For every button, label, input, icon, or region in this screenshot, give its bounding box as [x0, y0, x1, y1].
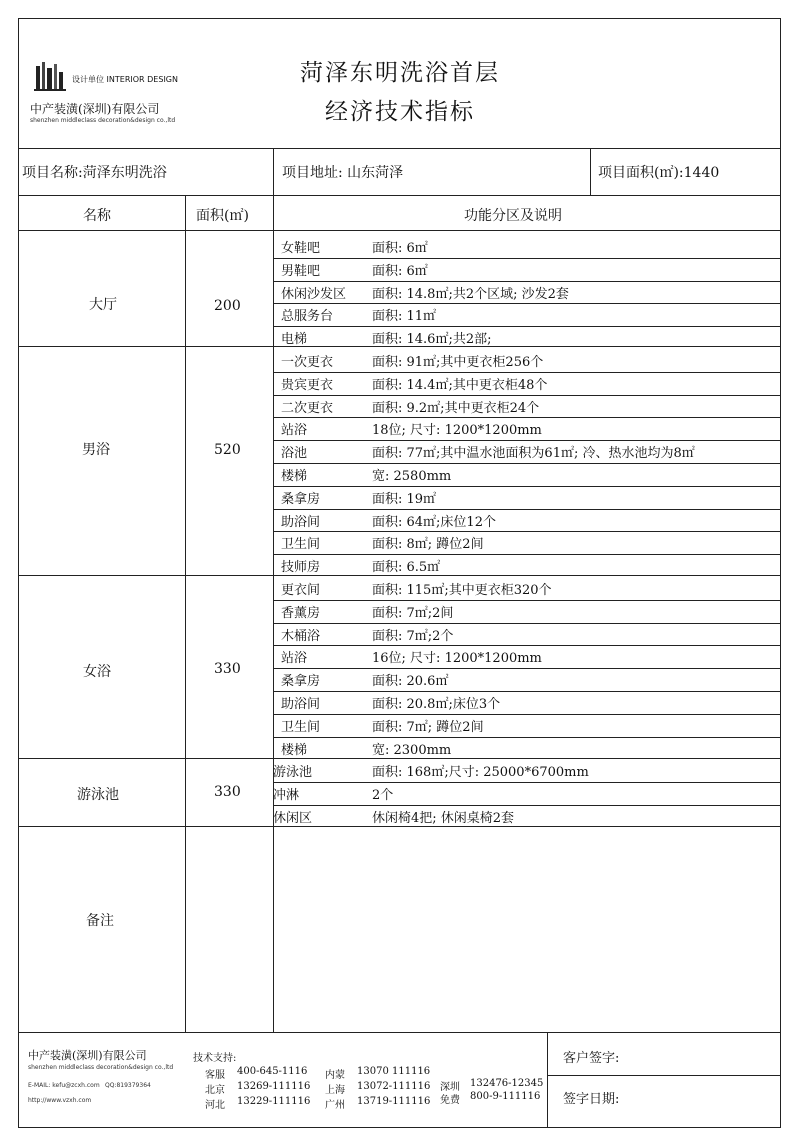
contact-value: 13719-111116 [357, 1096, 431, 1107]
row-label: 桑拿房 [281, 491, 321, 507]
info-divider-2 [590, 148, 591, 195]
row-divider [273, 303, 781, 304]
row-description: 面积: 8㎡; 蹲位2间 [372, 537, 484, 553]
group-area-women: 330 [214, 661, 241, 677]
group-line-4 [18, 826, 781, 827]
row-label: 楼梯 [281, 469, 308, 484]
row-divider [273, 554, 781, 555]
row-divider [273, 509, 781, 510]
row-label: 休闲区 [273, 811, 313, 826]
row-description: 面积: 14.6㎡;共2部; [372, 332, 492, 348]
row-divider [273, 463, 781, 464]
row-label: 更衣间 [281, 583, 321, 598]
row-description: 宽: 2580mm [372, 469, 452, 484]
row-label: 站浴 [281, 651, 308, 667]
row-description: 面积: 20.8㎡;床位3个 [372, 697, 501, 712]
row-description: 面积: 20.6㎡ [372, 674, 449, 690]
footer-company-en: shenzhen middleclass decoration&design co.,ltd [28, 1064, 174, 1071]
row-divider [273, 645, 781, 646]
row-divider [273, 668, 781, 669]
row-description: 面积: 14.4㎡;其中更衣柜48个 [372, 377, 548, 393]
header-desc: 功能分区及说明 [464, 208, 562, 224]
contact-value: 132476-12345 [470, 1078, 544, 1089]
contact-value: 13070 111116 [357, 1066, 431, 1077]
contact-label: 深圳 [440, 1082, 460, 1093]
row-divider [273, 486, 781, 487]
footer-sign-line [547, 1075, 781, 1076]
row-description: 面积: 77㎡;其中温水池面积为61㎡; 冷、热水池均为8㎡ [372, 446, 695, 462]
row-description: 面积: 7㎡;2间 [372, 605, 454, 621]
row-description: 面积: 115㎡;其中更衣柜320个 [372, 583, 552, 598]
row-divider [273, 531, 781, 532]
contact-label: 河北 [205, 1100, 225, 1111]
project-name: 项目名称:菏泽东明洗浴 [22, 165, 167, 181]
row-label: 香薰房 [281, 605, 321, 621]
row-description: 面积: 7㎡;2个 [372, 628, 454, 644]
info-top-line [18, 148, 781, 149]
row-label: 卫生间 [281, 719, 321, 735]
logo-company-cn: 中产装潢(深圳)有限公司 [30, 102, 160, 116]
row-description: 休闲椅4把; 休闲桌椅2套 [372, 811, 515, 826]
row-label: 一次更衣 [281, 355, 334, 370]
row-label: 卫生间 [281, 537, 321, 553]
project-address: 项目地址: 山东菏泽 [282, 165, 404, 181]
row-divider [273, 623, 781, 624]
info-bottom-line [18, 195, 781, 196]
row-description: 面积: 6㎡ [372, 241, 428, 256]
signature-date-label: 签字日期: [563, 1092, 620, 1107]
footer-email: E-MAIL: kefu@zcxh.com [28, 1082, 100, 1089]
row-description: 面积: 91㎡;其中更衣柜256个 [372, 355, 544, 370]
row-description: 面积: 7㎡; 蹲位2间 [372, 719, 484, 735]
row-label: 电梯 [281, 332, 308, 348]
row-label: 助浴间 [281, 697, 321, 712]
contact-value: 400-645-1116 [237, 1066, 308, 1077]
remarks-label: 备注 [86, 913, 114, 929]
contact-value: 13229-111116 [237, 1096, 311, 1107]
contact-label: 内蒙 [325, 1070, 345, 1081]
row-description: 面积: 11㎡ [372, 309, 437, 325]
row-label: 总服务台 [281, 309, 334, 325]
col-divider-area [273, 195, 274, 1032]
group-line-3 [18, 758, 781, 759]
footer-web: http://www.vzxh.com [28, 1097, 92, 1104]
row-divider [273, 600, 781, 601]
row-label: 助浴间 [281, 514, 321, 530]
row-description: 18位; 尺寸: 1200*1200mm [372, 423, 542, 439]
group-area-lobby: 200 [214, 298, 241, 314]
footer-company-cn: 中产装潢(深圳)有限公司 [28, 1049, 147, 1062]
contact-label: 客服 [205, 1070, 225, 1081]
row-label: 桑拿房 [281, 674, 321, 690]
row-label: 二次更衣 [281, 400, 334, 416]
footer-support-label: 技术支持: [193, 1053, 237, 1064]
row-divider [273, 440, 781, 441]
info-divider-1 [273, 148, 274, 195]
group-name-men: 男浴 [82, 442, 110, 458]
row-divider [273, 737, 781, 738]
row-divider [273, 805, 781, 806]
row-description: 面积: 19㎡ [372, 491, 437, 507]
contact-value: 13072-111116 [357, 1081, 431, 1092]
group-name-lobby: 大厅 [89, 297, 117, 313]
row-description: 宽: 2300mm [372, 742, 452, 758]
group-area-men: 520 [214, 442, 241, 458]
client-signature-label: 客户签字: [563, 1051, 620, 1066]
row-description: 面积: 9.2㎡;其中更衣柜24个 [372, 400, 540, 416]
logo-design-label: 设计单位 INTERIOR DESIGN [72, 75, 178, 84]
footer-divider [547, 1032, 548, 1128]
row-label: 技师房 [281, 560, 321, 576]
row-label: 游泳池 [273, 765, 313, 781]
remarks-bottom-line [18, 1032, 781, 1033]
page-subtitle: 经济技术指标 [325, 99, 475, 125]
project-area: 项目面积(㎡):1440 [598, 165, 720, 181]
row-divider [273, 258, 781, 259]
row-label: 休闲沙发区 [281, 286, 347, 302]
row-description: 面积: 6㎡ [372, 263, 428, 279]
contact-value: 13269-111116 [237, 1081, 311, 1092]
row-description: 面积: 6.5㎡ [372, 560, 441, 576]
row-description: 面积: 64㎡;床位12个 [372, 514, 496, 530]
row-divider [273, 714, 781, 715]
contact-label: 上海 [325, 1085, 345, 1096]
contact-label: 免费 [440, 1095, 460, 1106]
row-divider [273, 326, 781, 327]
row-label: 男鞋吧 [281, 263, 321, 279]
row-label: 贵宾更衣 [281, 377, 334, 393]
row-label: 女鞋吧 [281, 241, 321, 256]
group-area-pool: 330 [214, 784, 241, 800]
row-description: 面积: 168㎡;尺寸: 25000*6700mm [372, 765, 589, 781]
contact-label: 北京 [205, 1085, 225, 1096]
header-name: 名称 [83, 208, 111, 224]
page-title: 菏泽东明洗浴首层 [300, 60, 500, 86]
row-description: 2个 [372, 788, 394, 804]
contact-value: 800-9-111116 [470, 1091, 541, 1102]
row-label: 楼梯 [281, 742, 308, 758]
contact-label: 广州 [325, 1100, 345, 1111]
footer-qq: QQ:819379364 [105, 1082, 151, 1089]
row-description: 面积: 14.8㎡;共2个区域; 沙发2套 [372, 286, 569, 302]
row-divider [273, 417, 781, 418]
row-label: 木桶浴 [281, 628, 321, 644]
header-bottom-line [18, 230, 781, 231]
row-label: 冲淋 [273, 788, 300, 804]
row-divider [273, 691, 781, 692]
col-divider-name [185, 195, 186, 1032]
header-area: 面积(㎡) [196, 208, 249, 224]
row-divider [273, 782, 781, 783]
row-label: 浴池 [281, 446, 308, 462]
row-label: 站浴 [281, 423, 308, 439]
group-name-pool: 游泳池 [77, 787, 119, 803]
row-description: 16位; 尺寸: 1200*1200mm [372, 651, 542, 667]
logo-company-en: shenzhen middleclass decoration&design co.,ltd [30, 117, 176, 124]
group-name-women: 女浴 [83, 664, 111, 680]
